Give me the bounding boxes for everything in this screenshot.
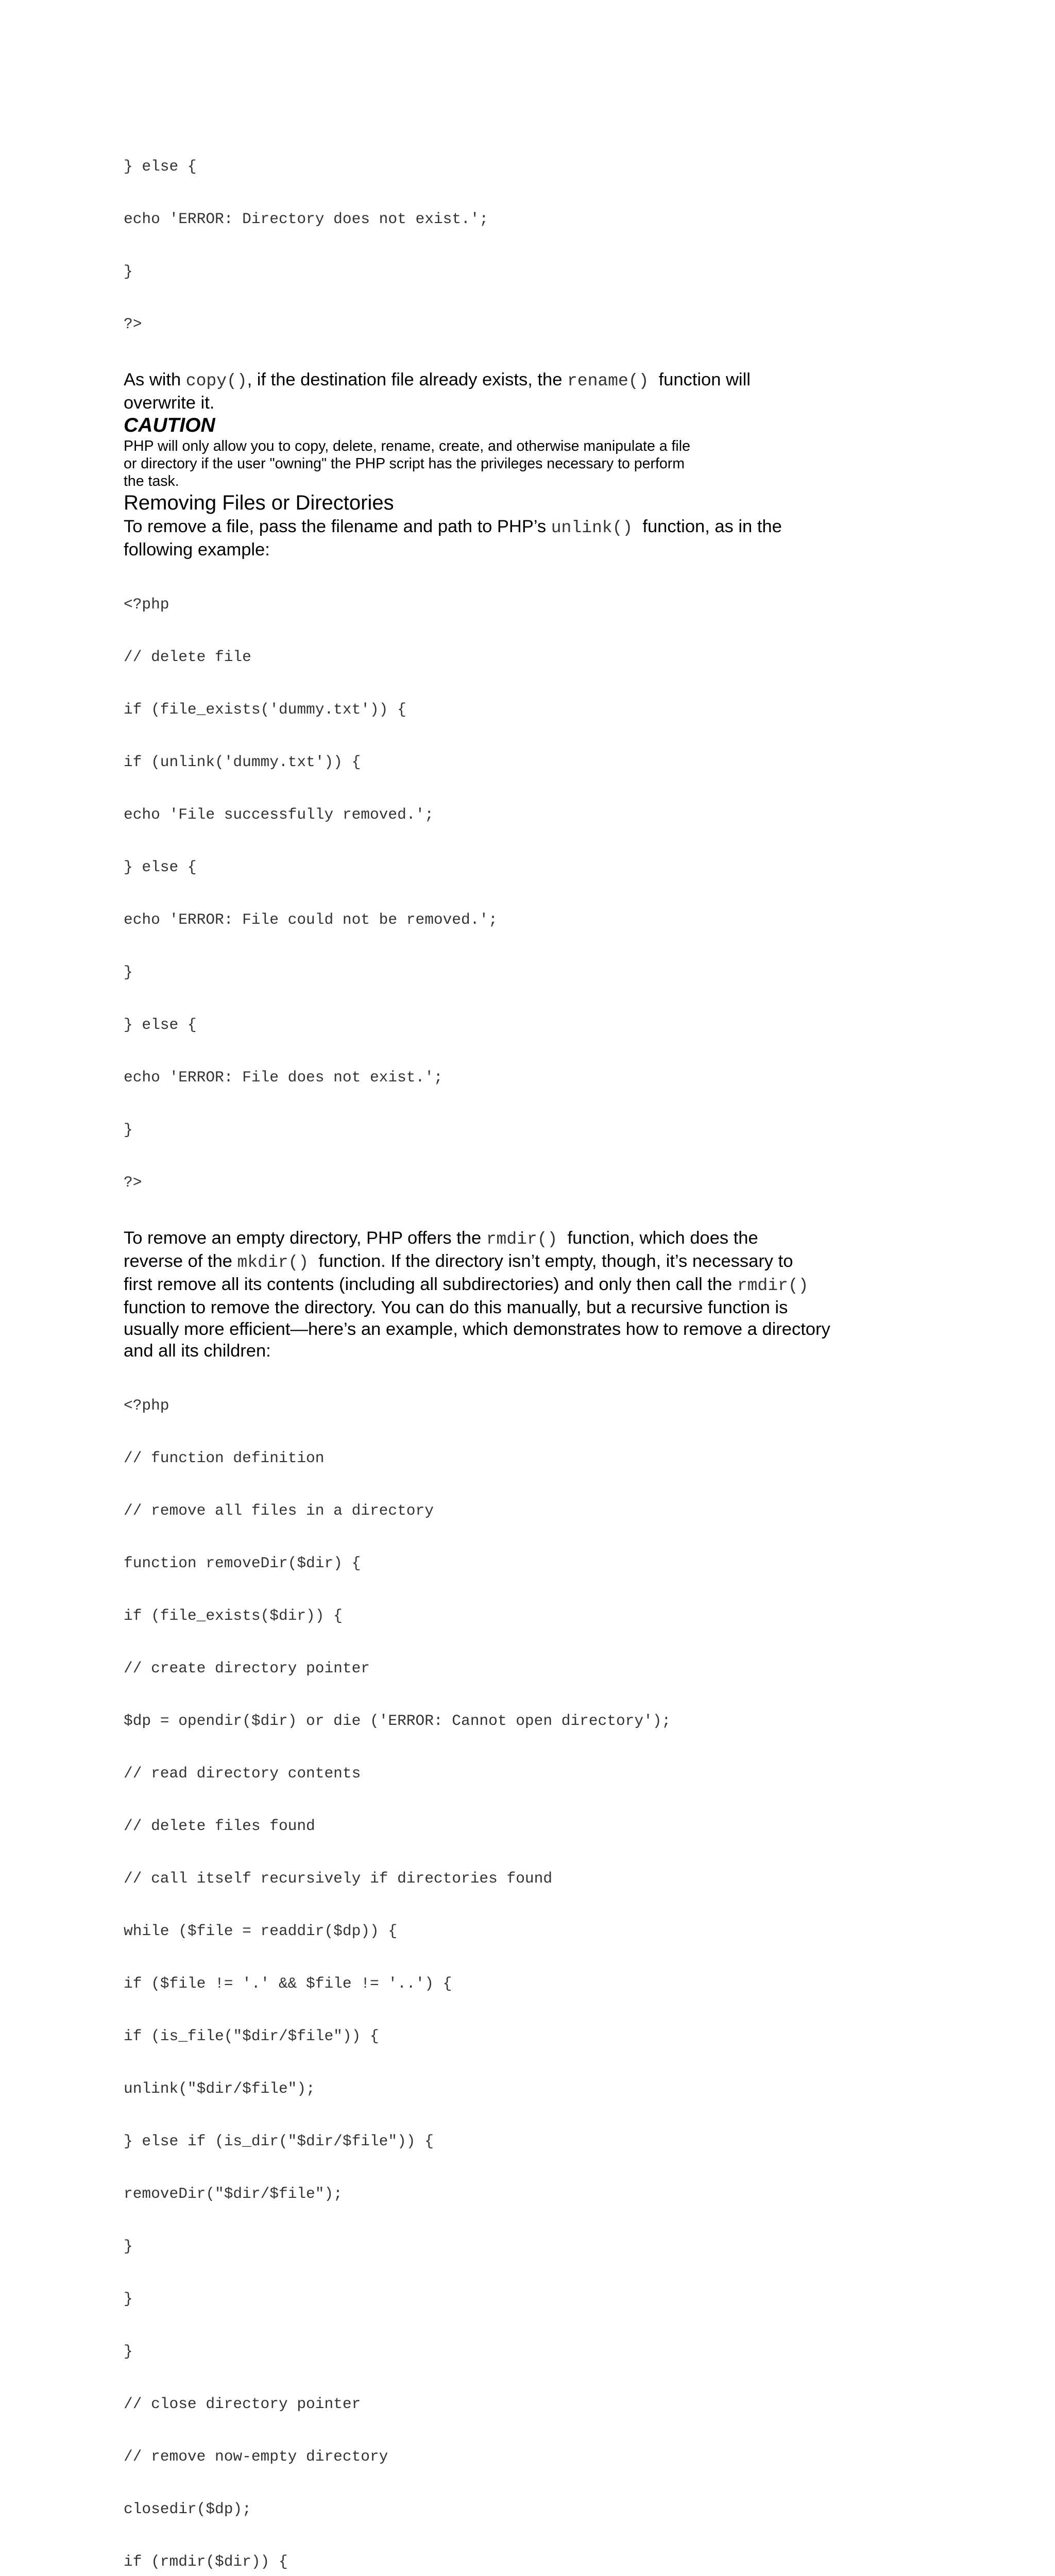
inline-code-mkdir: mkdir() (237, 1253, 309, 1272)
code-line: } (124, 963, 133, 981)
text-run: function, as in the (633, 517, 782, 536)
inline-code-unlink: unlink() (551, 518, 633, 537)
code-line: while ($file = readdir($dp)) { (124, 1922, 398, 1940)
code-line: if (unlink('dummy.txt')) { (124, 753, 361, 771)
code-line: closedir($dp); (124, 2500, 251, 2518)
inline-code-rmdir: rmdir() (737, 1276, 809, 1295)
paragraph-line (124, 516, 896, 539)
code-block-2 (124, 561, 896, 1226)
code-line: // close directory pointer (124, 2395, 361, 2413)
text-run: first remove all its contents (including all subdirectories) and only then call the (124, 1275, 737, 1294)
caution-text (124, 437, 896, 490)
paragraph-line (124, 1250, 896, 1274)
paragraph-line (124, 1227, 896, 1250)
code-line: <?php (124, 596, 169, 613)
paragraph-unlink (124, 516, 896, 561)
code-line: } (124, 2290, 133, 2308)
text-run: function will (649, 370, 751, 389)
code-line: } (124, 2238, 133, 2255)
paragraph-line: usually more efficient—here’s an example, which demonstrates how to remove a directory (124, 1319, 830, 1339)
code-line: $dp = opendir($dir) or die ('ERROR: Cannot open directory'); (124, 1712, 671, 1730)
code-line: removeDir("$dir/$file"); (124, 2185, 343, 2202)
code-line: echo 'ERROR: File could not be removed.'; (124, 911, 498, 928)
code-line: ?> (124, 1174, 142, 1191)
code-line: } else if (is_dir("$dir/$file")) { (124, 2132, 434, 2150)
code-line: ?> (124, 315, 142, 333)
code-line: if (file_exists('dummy.txt')) { (124, 701, 406, 718)
paragraph-rename (124, 369, 896, 414)
code-line: echo 'ERROR: Directory does not exist.'; (124, 210, 489, 228)
text-run: As with (124, 370, 186, 389)
code-line: } (124, 1121, 133, 1139)
code-line: if ($file != '.' && $file != '..') { (124, 1975, 452, 1992)
code-line: } (124, 2343, 133, 2360)
inline-code-copy: copy() (185, 371, 247, 391)
paragraph-line: function to remove the directory. You can do this manually, but a recursive function is (124, 1298, 788, 1317)
page-content (124, 123, 896, 2576)
code-line: unlink("$dir/$file"); (124, 2080, 315, 2097)
code-line: } else { (124, 1016, 197, 1033)
text-run: function, which does the (557, 1228, 758, 1248)
code-line: // remove now-empty directory (124, 2448, 388, 2465)
inline-code-rename: rename() (567, 371, 649, 391)
code-line: function removeDir($dir) { (124, 1554, 361, 1572)
code-line: } else { (124, 858, 197, 876)
inline-code-rmdir: rmdir() (486, 1230, 558, 1249)
code-line: // read directory contents (124, 1765, 361, 1782)
code-line: echo 'ERROR: File does not exist.'; (124, 1069, 443, 1086)
code-line: // call itself recursively if directories found (124, 1870, 553, 1887)
code-line: } else { (124, 158, 197, 175)
code-block-1 (124, 123, 896, 368)
caution-line: or directory if the user "owning" the PHP script has the privileges necessary to perform (124, 455, 685, 472)
paragraph-line (124, 369, 896, 392)
code-line: echo 'File successfully removed.'; (124, 806, 434, 823)
text-run: reverse of the (124, 1251, 237, 1271)
paragraph-line: and all its children: (124, 1341, 271, 1361)
caution-line: the task. (124, 473, 179, 489)
code-line: if (rmdir($dir)) { (124, 2553, 288, 2570)
code-line: // function definition (124, 1449, 325, 1467)
paragraph-line: following example: (124, 540, 270, 560)
text-run: To remove a file, pass the filename and path to PHP’s (124, 517, 551, 536)
code-line: // delete file (124, 648, 251, 666)
code-line: } (124, 263, 133, 280)
text-run: function. If the directory isn’t empty, though, it’s necessary to (309, 1251, 793, 1271)
code-line: // create directory pointer (124, 1659, 370, 1677)
text-run: , if the destination file already exists, the (247, 370, 567, 389)
code-block-3 (124, 1362, 896, 2576)
code-line: <?php (124, 1397, 169, 1414)
code-line: if (file_exists($dir)) { (124, 1607, 343, 1624)
paragraph-line: overwrite it. (124, 393, 215, 413)
paragraph-rmdir (124, 1227, 896, 1362)
code-line: // remove all files in a directory (124, 1502, 434, 1519)
section-heading: Removing Files or Directories (124, 492, 394, 514)
code-line: // delete files found (124, 1817, 315, 1835)
code-line: if (is_file("$dir/$file")) { (124, 2027, 379, 2045)
caution-line: PHP will only allow you to copy, delete, rename, create, and otherwise manipulate a file (124, 438, 690, 454)
text-run: To remove an empty directory, PHP offers the (124, 1228, 486, 1248)
paragraph-line (124, 1274, 896, 1297)
caution-title: CAUTION (124, 414, 215, 436)
